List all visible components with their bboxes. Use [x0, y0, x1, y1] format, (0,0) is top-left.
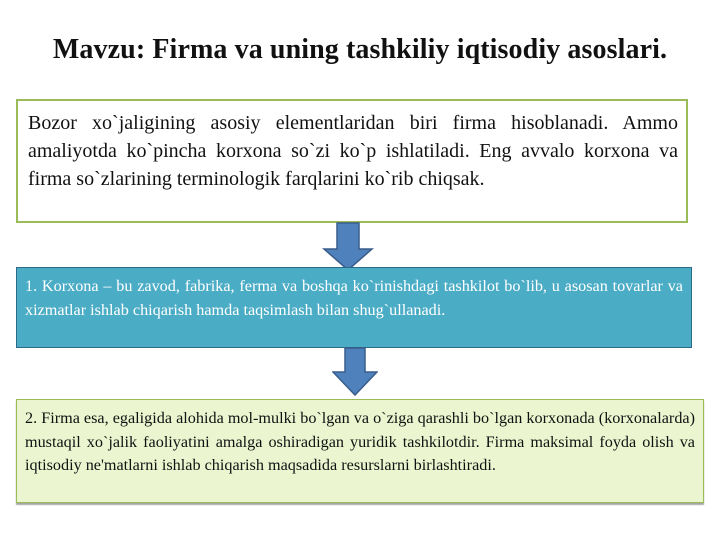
- down-arrow-icon: [332, 347, 378, 397]
- down-arrow-icon: [322, 222, 374, 272]
- intro-text-box: Bozor xo`jaligining asosiy elementlaridan biri firma hisoblanadi. Ammo amaliyotda ko`pincha korxona so`zi ko`p ishlatiladi. Eng avvalo korxona va firma so`zlarining terminologik farqlarini ko`rib chiqsak.: [16, 99, 688, 223]
- page-title: Mavzu: Firma va uning tashkiliy iqtisodiy asoslari.: [52, 34, 668, 65]
- definition-firma-box: 2. Firma esa, egaligida alohida mol-mulki bo`lgan va o`ziga qarashli bo`lgan korxonada (korxonalarda) mustaqil xo`jalik faoliyatini amalga oshiradigan yuridik tashkilotdir. Firma maksimal foyda olish va iqtisodiy ne'matlarni ishlab chiqarish maqsadida resurslarni birlashtiradi.: [16, 399, 704, 503]
- definition-korxona-box: 1. Korxona – bu zavod, fabrika, ferma va boshqa ko`rinishdagi tashkilot bo`lib, u asosan tovarlar va xizmatlar ishlab chiqarish hamda taqsimlash bilan shug`ullanadi.: [16, 267, 692, 348]
